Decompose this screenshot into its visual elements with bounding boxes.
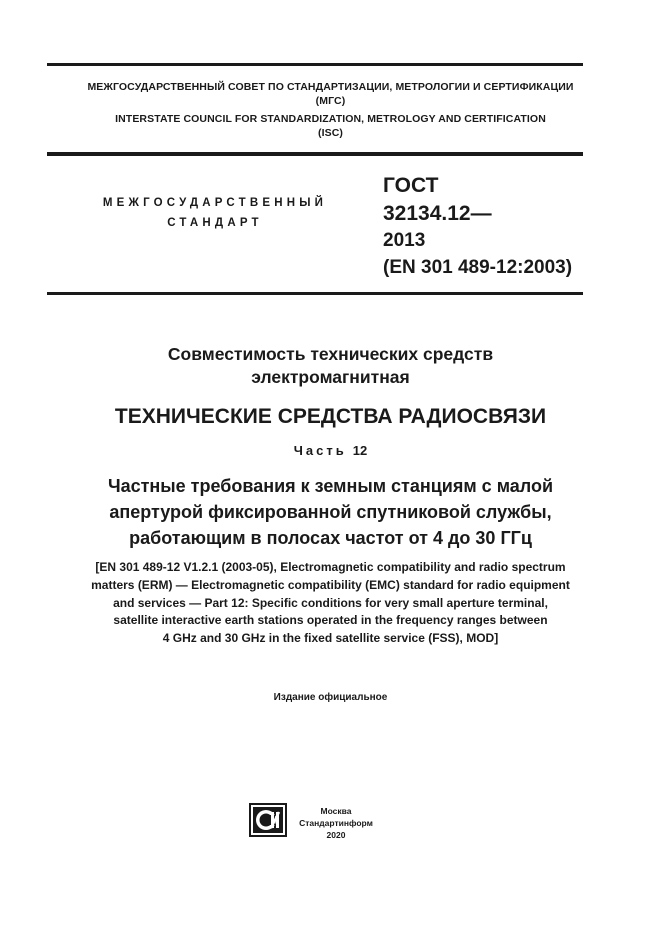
title-main: ТЕХНИЧЕСКИЕ СРЕДСТВА РАДИОСВЯЗИ [114,405,547,428]
standard-kind-line1: МЕЖГОСУДАРСТВЕННЫЙ [102,197,328,209]
publisher-city: Москва [320,806,352,816]
en-ref-line3: and services — Part 12: Specific conditions for very small aperture terminal, [113,596,548,610]
gost-label: ГОСТ [383,174,439,197]
gost-en-ref: (EN 301 489-12:2003) [383,257,573,278]
publisher-year: 2020 [326,830,346,840]
edition-note: Издание официальное [273,692,388,703]
en-ref-line2: matters (ERM) — Electromagnetic compatibility (EMC) standard for radio equipment [91,578,570,592]
council-en-line2: (ISC) [318,127,343,139]
council-en-line1: INTERSTATE COUNCIL FOR STANDARDIZATION, METROLOGY AND CERTIFICATION [115,113,546,125]
part-number: 12 [352,443,368,458]
part-label: Часть [293,443,347,458]
part-heading [0,443,661,458]
standard-rule [47,292,583,295]
title-compat-line2: электромагнитная [251,367,410,387]
header-rule [47,152,583,156]
council-ru-line1: МЕЖГОСУДАРСТВЕННЫЙ СОВЕТ ПО СТАНДАРТИЗАЦИИ, МЕТРОЛОГИИ И СЕРТИФИКАЦИИ [87,81,574,93]
top-rule [47,63,583,66]
subtitle-line2: апертурой фиксированной спутниковой службы, [109,502,552,522]
subtitle-line1: Частные требования к земным станциям с малой [107,476,554,496]
publisher-name: Стандартинформ [299,818,373,828]
title-compat-line1: Совместимость технических средств [167,344,494,364]
en-ref-line1: [EN 301 489-12 V1.2.1 (2003-05), Electromagnetic compatibility and radio spectrum [95,560,566,574]
subtitle-line3: работающим в полосах частот от 4 до 30 ГГц [129,528,532,548]
en-ref-line4: satellite interactive earth stations operated in the frequency ranges between [113,613,548,627]
council-ru-line2: (МГС) [315,95,346,107]
standard-kind-line2: СТАНДАРТ [167,217,263,229]
gost-number: 32134.12— [383,202,492,225]
gost-year: 2013 [383,230,426,251]
standartinform-logo-icon [249,803,287,837]
en-ref-line5: 4 GHz and 30 GHz in the fixed satellite service (FSS), MOD] [162,631,499,645]
